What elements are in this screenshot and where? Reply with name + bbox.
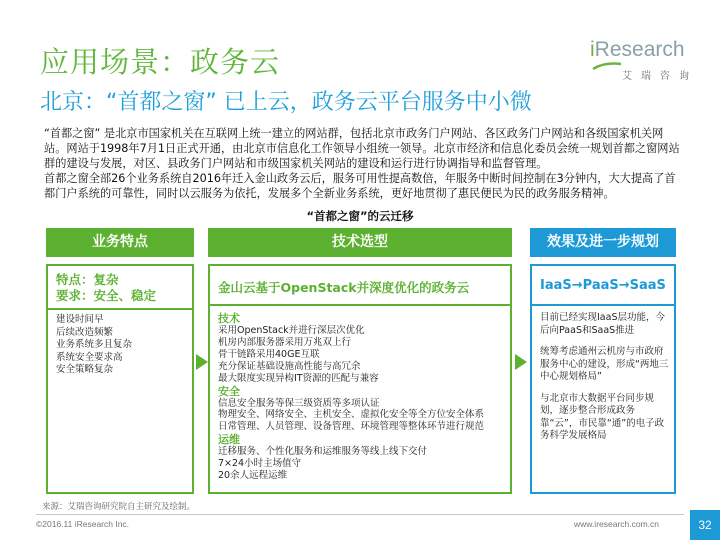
features-requirement: 要求：安全、稳定 xyxy=(56,288,157,303)
intro-text xyxy=(44,126,684,201)
effect-header: 效果及进一步规划 xyxy=(530,228,676,257)
list-item: 最大限度实现异构IT资源的匹配与兼容 xyxy=(218,372,379,384)
website-url: www.iresearch.com.cn xyxy=(574,519,660,529)
source-note: 来源：艾瑞咨询研究院自主研究及绘制。 xyxy=(42,502,196,512)
features-list xyxy=(56,314,132,377)
list-item: 机房内部服务器采用万兆双上行 xyxy=(218,336,352,348)
logo-research: Research xyxy=(594,38,685,61)
logo-i: i xyxy=(590,38,595,61)
tech-section-title: 技术 xyxy=(218,312,240,325)
list-item: 安全策略复杂 xyxy=(56,364,114,375)
tech-header: 技术选型 xyxy=(208,228,512,257)
effect-headline: IaaS→PaaS→SaaS xyxy=(532,266,674,306)
arrow-right-icon xyxy=(515,354,527,370)
security-section-title: 安全 xyxy=(218,384,240,398)
list-item: 迁移服务、个性化服务和运维服务等线上线下交付 xyxy=(218,446,428,458)
footer-divider xyxy=(36,514,684,515)
page-title: 应用场景：政务云 xyxy=(40,45,281,79)
list-item: 物理安全、网络安全、主机安全、虚拟化安全等全方位安全体系 xyxy=(218,409,485,421)
effect-paragraph: 目前已经实现IaaS层功能，今后向PaaS和SaaS推进 xyxy=(540,312,665,336)
intro-paragraph-2: 首都之窗全部26个业务系统自2016年迁入金山政务云后，服务可用性提高数倍，年服务中断时间控制在3分钟内，大大提高了首都门户系统的可靠性，同时以云服务为依托，发展多个全新业务系统，更好地贯彻了惠民便民为民的政务服务精神。 xyxy=(44,172,676,200)
features-trait: 特点：复杂 xyxy=(56,272,119,287)
copyright: ©2016.11 iResearch Inc. xyxy=(36,519,130,529)
list-item: 7×24小时主场值守 xyxy=(218,458,302,470)
effect-paragraph: 与北京市大数据平台同步规划，逐步整合形成政务靠“云”，市民靠“通”的电子政务科学发展格局 xyxy=(540,392,665,441)
effect-box xyxy=(530,264,676,494)
iresearch-logo xyxy=(590,38,700,88)
list-item: 充分保证基础设施高性能与高冗余 xyxy=(218,360,361,372)
features-header: 业务特点 xyxy=(46,228,194,257)
tech-headline: 金山云基于OpenStack并深度优化的政务云 xyxy=(210,266,510,306)
logo-swoosh-icon xyxy=(592,61,622,71)
list-item: 20余人远程运维 xyxy=(218,470,288,482)
arrow-right-icon xyxy=(196,354,208,370)
list-item: 系统安全要求高 xyxy=(56,351,123,363)
list-item: 后续改造频繁 xyxy=(56,326,114,338)
migration-title: “首都之窗”的云迁移 xyxy=(306,209,414,223)
effect-details xyxy=(540,312,672,452)
list-item: 日常管理、人员管理、设备管理、环境管理等整体环节进行规范 xyxy=(218,421,485,433)
list-item: 采用OpenStack并进行深层次优化 xyxy=(218,325,365,336)
list-item: 骨干链路采用40GE互联 xyxy=(218,348,320,360)
logo-wordmark xyxy=(590,38,685,62)
list-item: 建设时间早 xyxy=(56,314,104,325)
tech-details xyxy=(218,312,484,482)
tech-box xyxy=(208,264,512,494)
features-box xyxy=(46,264,194,494)
list-item: 信息安全服务等保三级资质等多项认证 xyxy=(218,397,380,409)
intro-paragraph-1: “首都之窗” 是北京市国家机关在互联网上统一建立的网站群，包括北京市政务门户网站、各区政务门户网站和各级国家机关网站。网站于1998年7月1日正式开通，由北京市信息化工作领导小组统一领导。北京市经济和信息化委员会统一规划首都之窗网站群的建设与发展，对区、县政务门户网站和市级国家机关网站的建设和运行进行协调指导和监督管理。 xyxy=(44,127,680,170)
page-subtitle: 北京：“首都之窗” 已上云，政务云平台服务中小微 xyxy=(40,90,532,115)
logo-tagline: 艾瑞咨询 xyxy=(622,71,698,82)
ops-section-title: 运维 xyxy=(218,433,240,447)
effect-paragraph: 统筹考虑通州云机房与市政府服务中心的建设，形成“两地三中心规划格局” xyxy=(540,346,669,382)
list-item: 业务系统多且复杂 xyxy=(56,339,133,350)
features-summary xyxy=(48,266,192,310)
page-number: 32 xyxy=(690,510,720,540)
